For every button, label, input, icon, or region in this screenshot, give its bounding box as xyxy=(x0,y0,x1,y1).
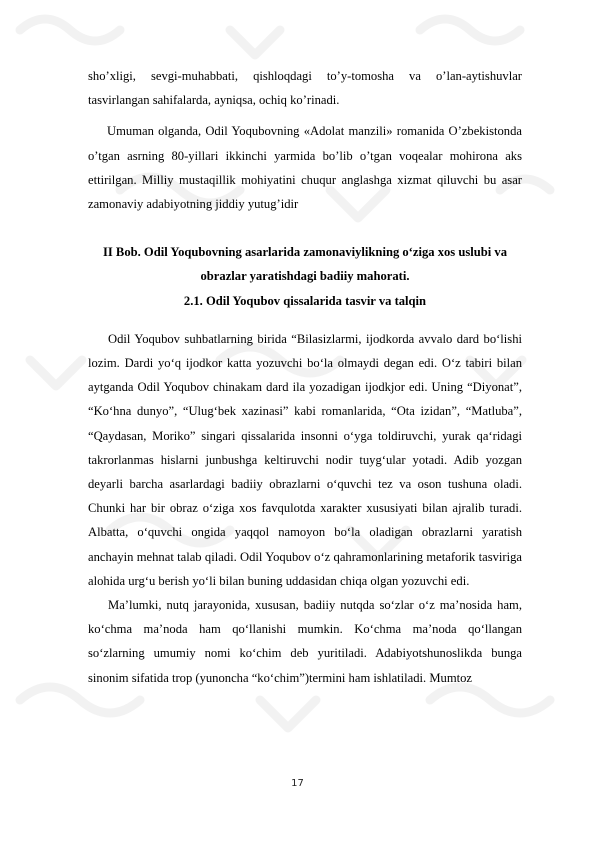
section-heading: 2.1. Odil Yoqubov qissalarida tasvir va talqin xyxy=(183,293,427,308)
document-page xyxy=(88,64,522,690)
paragraph-body-2: Ma’lumki, nutq jarayonida, xususan, badiiy nutqda so‘zlar o‘z ma’nosida ham, ko‘chma ma’noda ham qo‘llanishi mumkin. Ko‘chma ma’noda qo‘llangan so‘zlarning umumiy nomi ko‘chim deb yuritiladi. Adabiyotshunoslikda bunga sinonim sifatida trop (yunoncha “ko‘chim”)termini ham ishlatiladi. Mumtoz xyxy=(88,598,522,685)
paragraph-continuation: sho’xligi, sevgi-muhabbati, qishloqdagi to’y-tomosha va o’lan-aytishuvlar tasvirlangan sahifalarda, ayniqsa, ochiq ko’rinadi. xyxy=(88,69,522,108)
paragraph-summary: Umuman olganda, Odil Yoqubovning «Adolat manzili» romanida O’zbekistonda o’tgan asrning 80-yillari ikkinchi yarmida bo’lib o’tgan voqealar mohirona aks ettirilgan. Milliy mustaqillik mohiyatini chuqur anglashga xizmat qiluvchi bu asar zamonaviy adabiyotning jiddiy yutug’idir xyxy=(88,124,522,212)
paragraph-body-1: Odil Yoqubov suhbatlarning birida “Bilasizlarmi, ijodkorda avvalo dard bo‘lishi lozim. Dardi yo‘q ijodkor katta yozuvchi bo‘la olmaydi degan edi. O‘z tabiri bilan aytganda Odil Yoqubov chinakam dard ila yozadigan ijodkjor edi. Uning “Diyonat”, “Ko‘hna dunyo”, “Ulug‘bek xazinasi” kabi romanlarida, “Ota izidan”, “Matluba”, “Qaydasan, Moriko” singari qissalarida insonni o‘yga toldiruvchi, yurak qa‘ridagi takrorlanmas hislarni junbushga keltiruvchi nodir tuyg‘ular yotadi. Adib yozgan deyarli barcha asarlardagi badiiy obrazlarni o‘quvchi tez va oson tushuna oladi. Chunki har bir obraz o‘ziga xos favqulotda xarakter xususiyati bilan ajralib turadi. Albatta, o‘quvchi ongida yaqqol namoyon bo‘la oladigan obrazlarni yaratish anchayin mehnat talab qiladi. Odil Yoqubov o‘z qahramonlarining metaforik tasviriga alohida urg‘u berish yo‘li bilan buning uddasidan chiqa olgan yozuvchi edi. xyxy=(88,331,522,588)
spacer xyxy=(88,216,522,234)
page-number: 17 xyxy=(291,778,304,789)
chapter-heading: II Bob. Odil Yoqubovning asarlarida zamonaviylikning o‘ziga xos uslubi va obrazlar yaratishdagi badiiy mahorati. xyxy=(102,245,508,284)
